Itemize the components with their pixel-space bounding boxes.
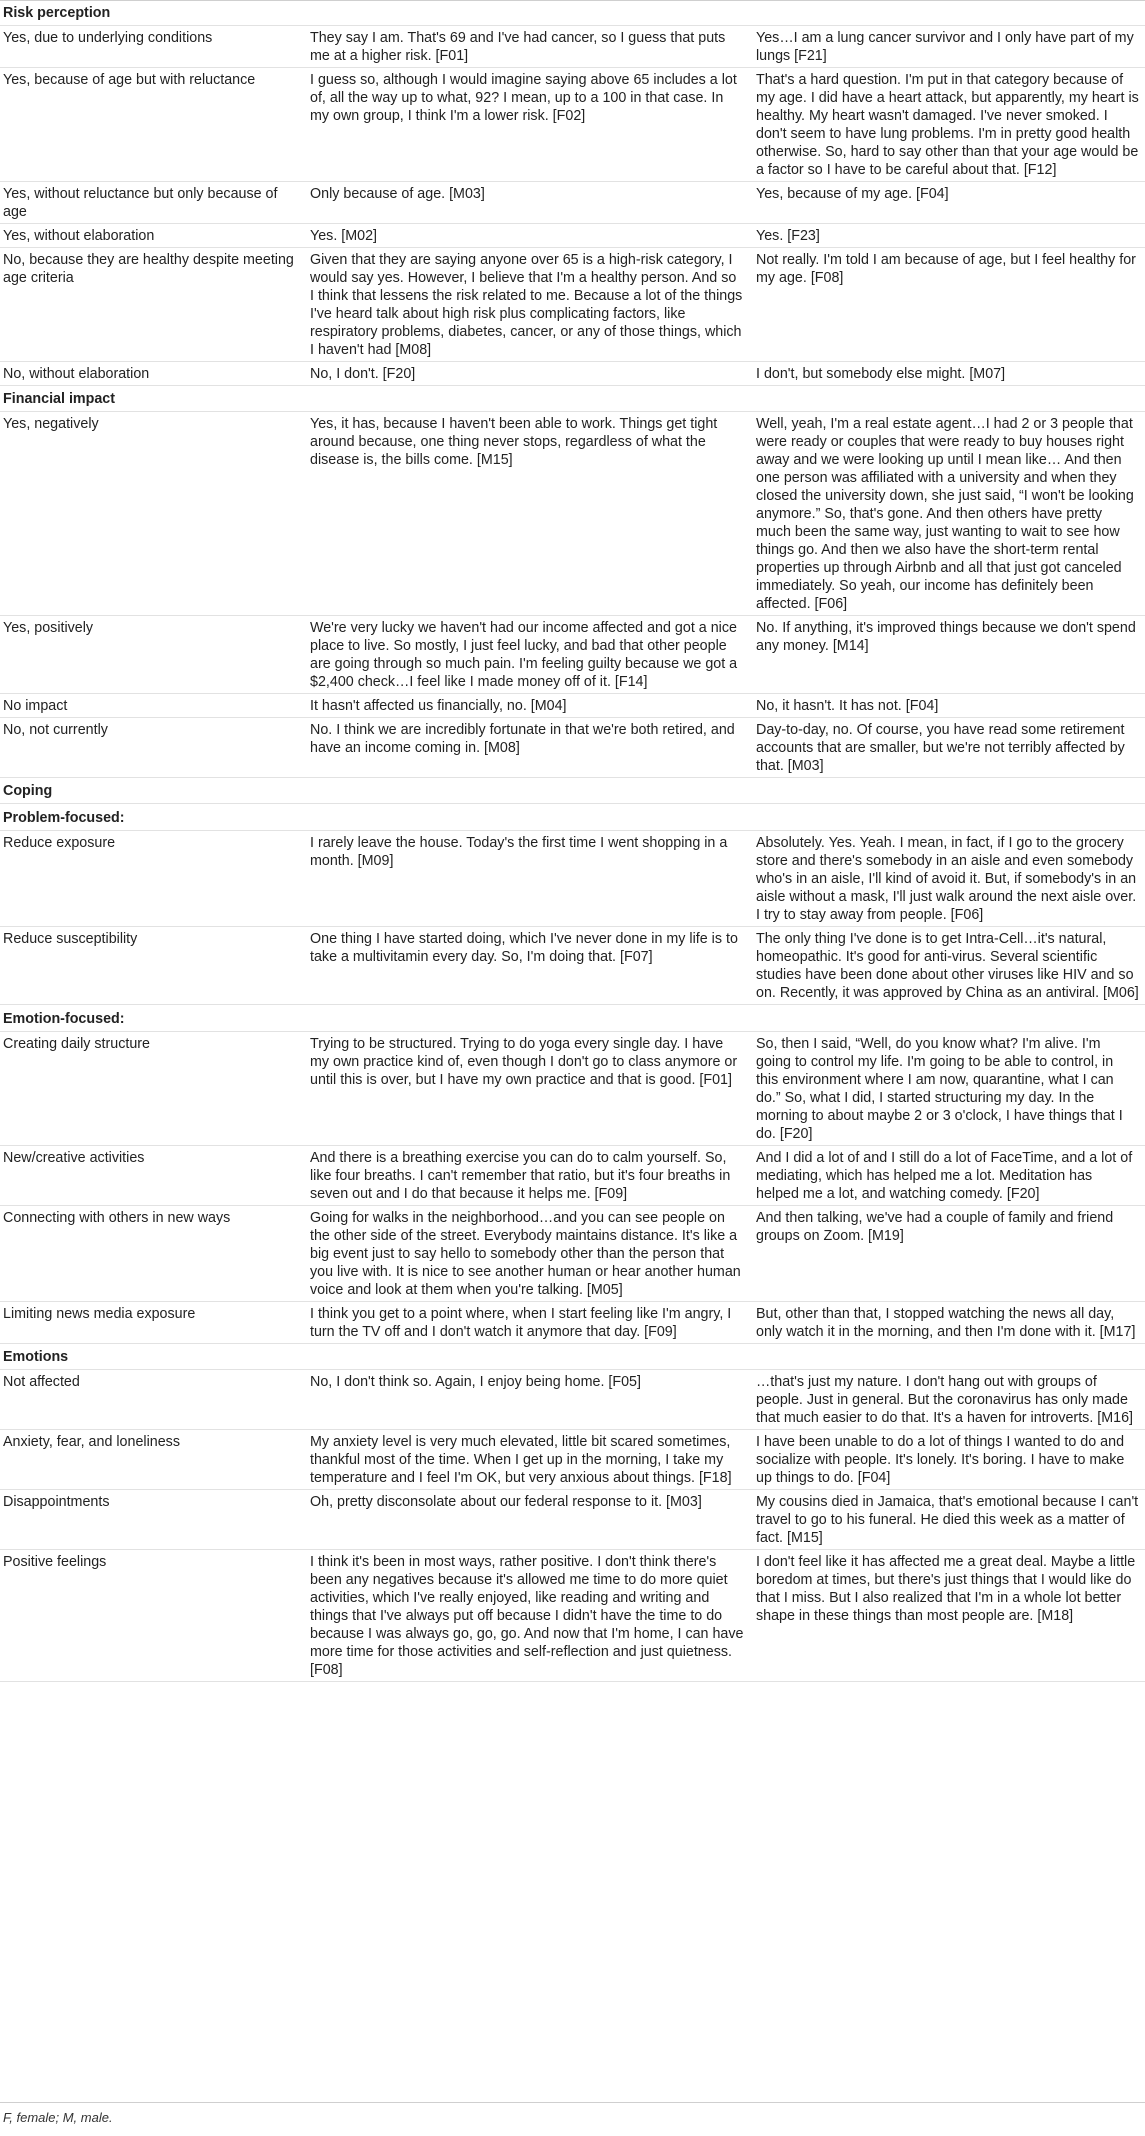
quote-cell: Only because of age. [M03] xyxy=(304,182,750,224)
theme-label: Not affected xyxy=(0,1370,304,1430)
theme-label: Yes, positively xyxy=(0,616,304,694)
quote-cell: Yes…I am a lung cancer survivor and I only have part of my lungs [F21] xyxy=(750,26,1145,68)
quote-cell: Going for walks in the neighborhood…and you can see people on the other side of the street. Everybody maintains distance. It's like a big event just to say hello to somebody other than the person that you live with. It is nice to see another human or hear another human voice and look at them when you're talking. [M05] xyxy=(304,1206,750,1302)
table-row xyxy=(0,26,1145,68)
theme-label: Limiting news media exposure xyxy=(0,1302,304,1344)
section-heading: Risk perception xyxy=(0,0,1145,26)
quote-cell: I have been unable to do a lot of things I wanted to do and socialize with people. It's lonely. It's boring. I have to make up things to do. [F04] xyxy=(750,1430,1145,1490)
theme-label: Yes, without elaboration xyxy=(0,224,304,248)
quote-cell: I rarely leave the house. Today's the first time I went shopping in a month. [M09] xyxy=(304,831,750,927)
theme-label: Disappointments xyxy=(0,1490,304,1550)
section-header-row xyxy=(0,0,1145,26)
quote-cell: And I did a lot of and I still do a lot of FaceTime, and a lot of mediating, which has helped me a lot. Meditation has helped me a lot, and watching comedy. [F20] xyxy=(750,1146,1145,1206)
quote-cell: I guess so, although I would imagine saying above 65 includes a lot of, all the way up to what, 92? I mean, up to a 100 in that case. In my own group, I think I'm a lower risk. [F02] xyxy=(304,68,750,182)
quote-cell: Oh, pretty disconsolate about our federal response to it. [M03] xyxy=(304,1490,750,1550)
quote-cell: Day-to-day, no. Of course, you have read some retirement accounts that are smaller, but we're not terribly affected by that. [M03] xyxy=(750,718,1145,778)
quote-cell: Given that they are saying anyone over 65 is a high-risk category, I would say yes. However, I believe that I'm a healthy person. And so I think that lessens the risk related to me. Because a lot of the things I've heard talk about high risk plus complicating factors, like respiratory problems, diabetes, cancer, or any of those things, which I haven't had [M08] xyxy=(304,248,750,362)
table-row xyxy=(0,1370,1145,1430)
quote-cell: Trying to be structured. Trying to do yoga every single day. I have my own practice kind of, even though I don't go to class anymore or until this is over, but I have my own practice and that is good. [F01] xyxy=(304,1032,750,1146)
table-row xyxy=(0,1550,1145,1682)
quote-cell: Not really. I'm told I am because of age, but I feel healthy for my age. [F08] xyxy=(750,248,1145,362)
table-row xyxy=(0,68,1145,182)
quote-cell: And then talking, we've had a couple of family and friend groups on Zoom. [M19] xyxy=(750,1206,1145,1302)
quote-cell: Yes. [F23] xyxy=(750,224,1145,248)
quote-cell: The only thing I've done is to get Intra-Cell…it's natural, homeopathic. It's good for anti-virus. Several scientific studies have been done about other viruses like HIV and so on. Recently, it was approved by China as an antiviral. [M06] xyxy=(750,927,1145,1005)
section-header-row xyxy=(0,386,1145,412)
section-header-row xyxy=(0,1344,1145,1370)
quote-cell: It hasn't affected us financially, no. [M04] xyxy=(304,694,750,718)
theme-label: Yes, without reluctance but only because of age xyxy=(0,182,304,224)
quote-cell: I don't, but somebody else might. [M07] xyxy=(750,362,1145,386)
table-row xyxy=(0,1430,1145,1490)
theme-label: No, not currently xyxy=(0,718,304,778)
quote-cell: One thing I have started doing, which I've never done in my life is to take a multivitamin every day. So, I'm doing that. [F07] xyxy=(304,927,750,1005)
quote-cell: Yes, it has, because I haven't been able to work. Things get tight around because, one thing never stops, regardless of what the disease is, the bills come. [M15] xyxy=(304,412,750,616)
table-row xyxy=(0,1302,1145,1344)
table-row xyxy=(0,616,1145,694)
table-row xyxy=(0,248,1145,362)
subsection-header-row xyxy=(0,804,1145,831)
quote-cell: No, I don't. [F20] xyxy=(304,362,750,386)
table-bottom-rule xyxy=(0,2102,1145,2103)
quote-cell: I don't feel like it has affected me a great deal. Maybe a little boredom at times, but there's just things that I would like do that I miss. But I also realized that I'm in a whole lot better shape in these things than most people are. [M18] xyxy=(750,1550,1145,1682)
theme-label: Yes, negatively xyxy=(0,412,304,616)
quote-cell: No, I don't think so. Again, I enjoy being home. [F05] xyxy=(304,1370,750,1430)
theme-label: Yes, due to underlying conditions xyxy=(0,26,304,68)
theme-label: No, without elaboration xyxy=(0,362,304,386)
table-row xyxy=(0,182,1145,224)
table-row xyxy=(0,694,1145,718)
quote-cell: My anxiety level is very much elevated, little bit scared sometimes, thankful most of the time. When I get up in the morning, I take my temperature and I feel I'm OK, but very anxious about things. [F18] xyxy=(304,1430,750,1490)
theme-label: Positive feelings xyxy=(0,1550,304,1682)
quote-cell: No. I think we are incredibly fortunate in that we're both retired, and have an income coming in. [M08] xyxy=(304,718,750,778)
theme-label: Connecting with others in new ways xyxy=(0,1206,304,1302)
table-row xyxy=(0,1146,1145,1206)
section-heading: Emotions xyxy=(0,1344,1145,1370)
table-row xyxy=(0,831,1145,927)
table-row xyxy=(0,1032,1145,1146)
theme-label: No impact xyxy=(0,694,304,718)
quote-cell: That's a hard question. I'm put in that category because of my age. I did have a heart attack, but apparently, my heart is healthy. My heart wasn't damaged. I've never smoked. I don't seem to have lung problems. I'm in pretty good health otherwise. So, hard to say other than that your age would be a factor so I have to be careful about that. [F12] xyxy=(750,68,1145,182)
section-heading: Financial impact xyxy=(0,386,1145,412)
theme-label: No, because they are healthy despite meeting age criteria xyxy=(0,248,304,362)
quote-cell: I think you get to a point where, when I start feeling like I'm angry, I turn the TV off and I don't watch it anymore that day. [F09] xyxy=(304,1302,750,1344)
table-row xyxy=(0,1490,1145,1550)
table-row xyxy=(0,412,1145,616)
table-row xyxy=(0,718,1145,778)
quote-cell: I think it's been in most ways, rather positive. I don't think there's been any negatives because it's allowed me time to do more quiet activities, which I've really enjoyed, like reading and writing and things that I've always put off because I didn't have the time to do because I was always go, go, go. And now that I'm home, I can have more time for those activities and self-reflection and just quietness. [F08] xyxy=(304,1550,750,1682)
section-header-row xyxy=(0,778,1145,804)
theme-label: Creating daily structure xyxy=(0,1032,304,1146)
section-heading: Coping xyxy=(0,778,1145,804)
table-row xyxy=(0,362,1145,386)
table-footnote: F, female; M, male. xyxy=(3,2110,113,2125)
quote-cell: …that's just my nature. I don't hang out with groups of people. Just in general. But the coronavirus has only made that much easier to do that. It's a haven for introverts. [M16] xyxy=(750,1370,1145,1430)
quote-cell: No. If anything, it's improved things because we don't spend any money. [M14] xyxy=(750,616,1145,694)
quote-cell: Yes, because of my age. [F04] xyxy=(750,182,1145,224)
theme-label: Anxiety, fear, and loneliness xyxy=(0,1430,304,1490)
quote-cell: Absolutely. Yes. Yeah. I mean, in fact, if I go to the grocery store and there's somebody in an aisle and even somebody who's in an aisle, I'll kind of avoid it. But, if somebody's in an aisle without a mask, I'll just walk around the next aisle over. I try to stay away from people. [F06] xyxy=(750,831,1145,927)
subsection-heading: Problem-focused: xyxy=(0,804,1145,831)
subsection-heading: Emotion-focused: xyxy=(0,1005,1145,1032)
theme-label: New/creative activities xyxy=(0,1146,304,1206)
quote-cell: My cousins died in Jamaica, that's emotional because I can't travel to go to his funeral. He died this week as a matter of fact. [M15] xyxy=(750,1490,1145,1550)
quote-cell: And there is a breathing exercise you can do to calm yourself. So, like four breaths. I can't remember that ratio, but it's four breaths in seven out and I do that because it helps me. [F09] xyxy=(304,1146,750,1206)
quote-cell: But, other than that, I stopped watching the news all day, only watch it in the morning, and then I'm done with it. [M17] xyxy=(750,1302,1145,1344)
theme-label: Reduce susceptibility xyxy=(0,927,304,1005)
theme-label: Reduce exposure xyxy=(0,831,304,927)
quote-cell: Well, yeah, I'm a real estate agent…I had 2 or 3 people that were ready or couples that were ready to buy houses right away and we were looking up until I mean like… And then one person was affiliated with a university and when they closed the university down, she just said, “I won't be looking anymore.” So, that's gone. And then others have pretty much been the same way, just wanting to wait to see how things go. And then we also have the short-term rental properties up through Airbnb and all that just got canceled immediately. So yeah, our income has definitely been affected. [F06] xyxy=(750,412,1145,616)
table-row xyxy=(0,224,1145,248)
table-row xyxy=(0,927,1145,1005)
table-row xyxy=(0,1206,1145,1302)
quote-cell: No, it hasn't. It has not. [F04] xyxy=(750,694,1145,718)
theme-label: Yes, because of age but with reluctance xyxy=(0,68,304,182)
subsection-header-row xyxy=(0,1005,1145,1032)
quote-cell: We're very lucky we haven't had our income affected and got a nice place to live. So mostly, I just feel lucky, and bad that other people are going through so much pain. I'm feeling guilty because we got a $2,400 check…I feel like I made money off of it. [F14] xyxy=(304,616,750,694)
quote-cell: Yes. [M02] xyxy=(304,224,750,248)
quote-cell: They say I am. That's 69 and I've had cancer, so I guess that puts me at a higher risk. [F01] xyxy=(304,26,750,68)
quote-cell: So, then I said, “Well, do you know what? I'm alive. I'm going to control my life. I'm going to be able to control, in this environment where I am now, quarantine, what I can do.” So, what I did, I started structuring my day. In the morning to about maybe 2 or 3 o'clock, I have things that I do. [F20] xyxy=(750,1032,1145,1146)
